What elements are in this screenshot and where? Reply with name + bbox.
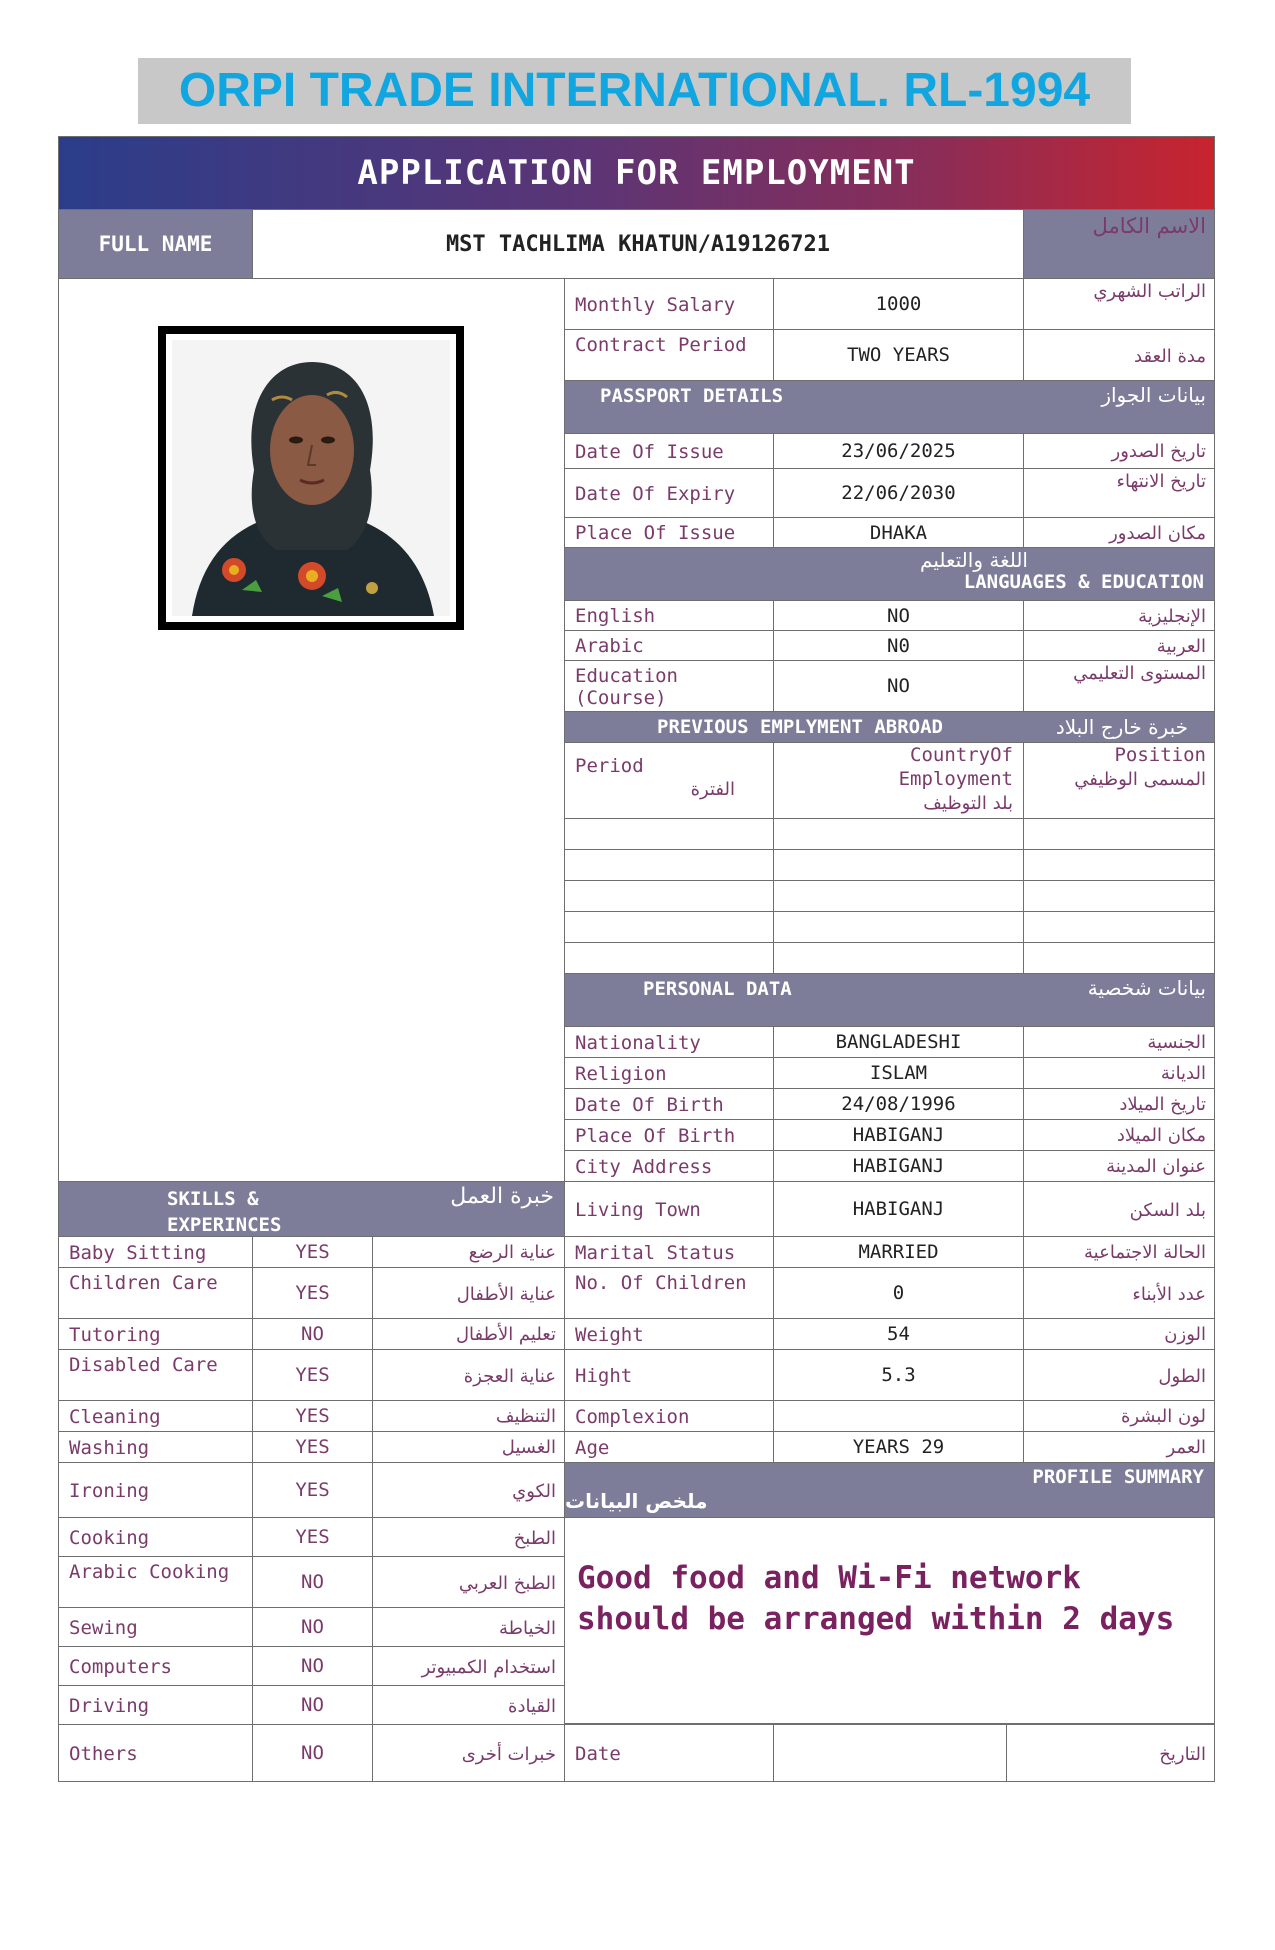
skill-cooking-value: YES [252, 1517, 373, 1557]
prev-row-1-period [564, 818, 774, 850]
company-title: ORPI TRADE INTERNATIONAL. RL-1994 [138, 58, 1131, 124]
skill-children-care-label: Children Care [58, 1267, 253, 1319]
passport-header [564, 380, 1215, 434]
pob-value: HABIGANJ [773, 1119, 1024, 1151]
living-town-value: HABIGANJ [773, 1181, 1024, 1237]
skill-arabic-cooking-value: NO [252, 1556, 373, 1608]
form-banner: APPLICATION FOR EMPLOYMENT [58, 136, 1215, 210]
applicant-portrait-icon [172, 340, 450, 616]
arabic-value: N0 [773, 630, 1024, 661]
period-label-ar: الفترة [690, 779, 735, 800]
skills-title: SKILLS & EXPERINCES [167, 1188, 282, 1236]
marital-label-ar: الحالة الاجتماعية [1023, 1236, 1215, 1268]
skill-sewing-label: Sewing [58, 1607, 253, 1647]
age-value: YEARS 29 [773, 1431, 1024, 1463]
prev-row-3-period [564, 880, 774, 912]
religion-label: Religion [564, 1057, 774, 1089]
salary-label: Monthly Salary [564, 278, 774, 330]
full-name-label: FULL NAME [58, 209, 253, 279]
prev-row-4-position [1023, 911, 1215, 943]
skills-title-ar: خبرة العمل [450, 1184, 554, 1209]
height-value: 5.3 [773, 1349, 1024, 1401]
skill-computers-ar: استخدام الكمبيوتر [372, 1646, 565, 1686]
english-label: English [564, 600, 774, 631]
date-value[interactable] [773, 1724, 1007, 1782]
position-label: Position [1114, 744, 1206, 766]
applicant-photo [172, 340, 450, 616]
education-label-ar: المستوى التعليمي [1023, 660, 1215, 712]
prev-row-5-period [564, 942, 774, 974]
languages-header [564, 547, 1215, 601]
skill-cooking-label: Cooking [58, 1517, 253, 1557]
skill-ironing-ar: الكوي [372, 1462, 565, 1518]
previous-header [564, 711, 1215, 743]
skill-arabic-cooking-ar: الطبخ العربي [372, 1556, 565, 1608]
city-address-label-ar: عنوان المدينة [1023, 1150, 1215, 1182]
previous-title-ar: خبرة خارج البلاد [1055, 715, 1188, 739]
skill-disabled-care-label: Disabled Care [58, 1349, 253, 1401]
period-label: Period [575, 755, 644, 777]
prev-row-3-country [773, 880, 1024, 912]
skill-computers-value: NO [252, 1646, 373, 1686]
dob-label: Date Of Birth [564, 1088, 774, 1120]
arabic-label: Arabic [564, 630, 774, 661]
profile-title-ar: ملخص البيانات [565, 1489, 708, 1513]
profile-header [564, 1462, 1215, 1518]
skill-washing-label: Washing [58, 1431, 253, 1463]
prev-row-3-position [1023, 880, 1215, 912]
weight-value: 54 [773, 1318, 1024, 1350]
children-count-label: No. Of Children [564, 1267, 774, 1319]
skill-washing-ar: الغسيل [372, 1431, 565, 1463]
city-address-value: HABIGANJ [773, 1150, 1024, 1182]
prev-row-2-period [564, 849, 774, 881]
skill-baby-sitting-value: YES [252, 1236, 373, 1268]
skill-cleaning-ar: التنظيف [372, 1400, 565, 1432]
passport-title: PASSPORT DETAILS [600, 385, 784, 407]
expiry-date-label-ar: تاريخ الانتهاء [1023, 468, 1215, 518]
height-label-ar: الطول [1023, 1349, 1215, 1401]
expiry-date-label: Date Of Expiry [564, 468, 774, 518]
marital-label: Marital Status [564, 1236, 774, 1268]
skill-children-care-value: YES [252, 1267, 373, 1319]
skill-driving-ar: القيادة [372, 1685, 565, 1725]
pob-label: Place Of Birth [564, 1119, 774, 1151]
skill-others-ar: خبرات أخرى [372, 1724, 565, 1782]
complexion-label: Complexion [564, 1400, 774, 1432]
previous-title: PREVIOUS EMPLYMENT ABROAD [657, 716, 943, 738]
skill-tutoring-value: NO [252, 1318, 373, 1350]
skill-washing-value: YES [252, 1431, 373, 1463]
full-name-label-ar: الاسم الكامل [1023, 209, 1215, 279]
contract-label-ar: مدة العقد [1023, 329, 1215, 381]
prev-row-1-country [773, 818, 1024, 850]
skill-cleaning-label: Cleaning [58, 1400, 253, 1432]
issue-date-label-ar: تاريخ الصدور [1023, 433, 1215, 469]
contract-value: TWO YEARS [773, 329, 1024, 381]
religion-label-ar: الديانة [1023, 1057, 1215, 1089]
expiry-date-value: 22/06/2030 [773, 468, 1024, 518]
dob-value: 24/08/1996 [773, 1088, 1024, 1120]
prev-row-5-country [773, 942, 1024, 974]
passport-title-ar: بيانات الجواز [1101, 383, 1206, 407]
skills-header [58, 1181, 565, 1237]
skill-driving-label: Driving [58, 1685, 253, 1725]
issue-date-label: Date Of Issue [564, 433, 774, 469]
salary-label-ar: الراتب الشهري [1023, 278, 1215, 330]
issue-place-value: DHAKA [773, 517, 1024, 548]
complexion-value [773, 1400, 1024, 1432]
children-count-value: 0 [773, 1267, 1024, 1319]
skill-driving-value: NO [252, 1685, 373, 1725]
age-label-ar: العمر [1023, 1431, 1215, 1463]
skill-tutoring-ar: تعليم الأطفال [372, 1318, 565, 1350]
date-label: Date [564, 1724, 774, 1782]
english-value: NO [773, 600, 1024, 631]
skill-baby-sitting-ar: عناية الرضع [372, 1236, 565, 1268]
issue-place-label: Place Of Issue [564, 517, 774, 548]
pob-label-ar: مكان الميلاد [1023, 1119, 1215, 1151]
nationality-value: BANGLADESHI [773, 1026, 1024, 1058]
skill-cleaning-value: YES [252, 1400, 373, 1432]
city-address-label: City Address [564, 1150, 774, 1182]
religion-value: ISLAM [773, 1057, 1024, 1089]
skill-sewing-ar: الخياطة [372, 1607, 565, 1647]
prev-row-5-position [1023, 942, 1215, 974]
position-header [1023, 742, 1215, 819]
skill-sewing-value: NO [252, 1607, 373, 1647]
skill-ironing-label: Ironing [58, 1462, 253, 1518]
education-value: NO [773, 660, 1024, 712]
skill-disabled-care-ar: عناية العجزة [372, 1349, 565, 1401]
languages-title-ar: اللغة والتعليم [920, 548, 1028, 572]
children-count-label-ar: عدد الأبناء [1023, 1267, 1215, 1319]
weight-label: Weight [564, 1318, 774, 1350]
date-label-ar: التاريخ [1006, 1724, 1215, 1782]
full-name-value: MST TACHLIMA KHATUN/A19126721 [252, 209, 1024, 279]
skill-arabic-cooking-label: Arabic Cooking [58, 1556, 253, 1608]
personal-title-ar: بيانات شخصية [1087, 976, 1206, 1000]
skill-tutoring-label: Tutoring [58, 1318, 253, 1350]
skill-ironing-value: YES [252, 1462, 373, 1518]
prev-row-2-country [773, 849, 1024, 881]
prev-row-4-period [564, 911, 774, 943]
issue-date-value: 23/06/2025 [773, 433, 1024, 469]
living-town-label-ar: بلد السكن [1023, 1181, 1215, 1237]
skill-children-care-ar: عناية الأطفال [372, 1267, 565, 1319]
country-label-ar: بلد التوظيف [923, 793, 1013, 814]
profile-title: PROFILE SUMMARY [1032, 1466, 1204, 1488]
prev-row-1-position [1023, 818, 1215, 850]
living-town-label: Living Town [564, 1181, 774, 1237]
skill-others-value: NO [252, 1724, 373, 1782]
profile-summary-text: Good food and Wi-Fi network should be arranged within 2 days [564, 1517, 1215, 1724]
nationality-label: Nationality [564, 1026, 774, 1058]
skill-disabled-care-value: YES [252, 1349, 373, 1401]
nationality-label-ar: الجنسية [1023, 1026, 1215, 1058]
personal-title: PERSONAL DATA [643, 978, 792, 1000]
prev-row-4-country [773, 911, 1024, 943]
height-label: Hight [564, 1349, 774, 1401]
weight-label-ar: الوزن [1023, 1318, 1215, 1350]
education-label: Education (Course) [564, 660, 774, 712]
skill-baby-sitting-label: Baby Sitting [58, 1236, 253, 1268]
salary-value: 1000 [773, 278, 1024, 330]
marital-value: MARRIED [773, 1236, 1024, 1268]
contract-label: Contract Period [564, 329, 774, 381]
country-label: CountryOf Employment [898, 744, 1013, 790]
skill-cooking-ar: الطبخ [372, 1517, 565, 1557]
skill-computers-label: Computers [58, 1646, 253, 1686]
period-header [564, 742, 774, 819]
photo-mat [166, 334, 456, 622]
prev-row-2-position [1023, 849, 1215, 881]
country-header [773, 742, 1024, 819]
arabic-label-ar: العربية [1023, 630, 1215, 661]
skill-others-label: Others [58, 1724, 253, 1782]
issue-place-label-ar: مكان الصدور [1023, 517, 1215, 548]
complexion-label-ar: لون البشرة [1023, 1400, 1215, 1432]
position-label-ar: المسمى الوظيفي [1074, 769, 1206, 790]
english-label-ar: الإنجليزية [1023, 600, 1215, 631]
applicant-photo-frame [158, 326, 464, 630]
age-label: Age [564, 1431, 774, 1463]
dob-label-ar: تاريخ الميلاد [1023, 1088, 1215, 1120]
personal-header [564, 973, 1215, 1027]
languages-title: LANGUAGES & EDUCATION [963, 571, 1204, 593]
